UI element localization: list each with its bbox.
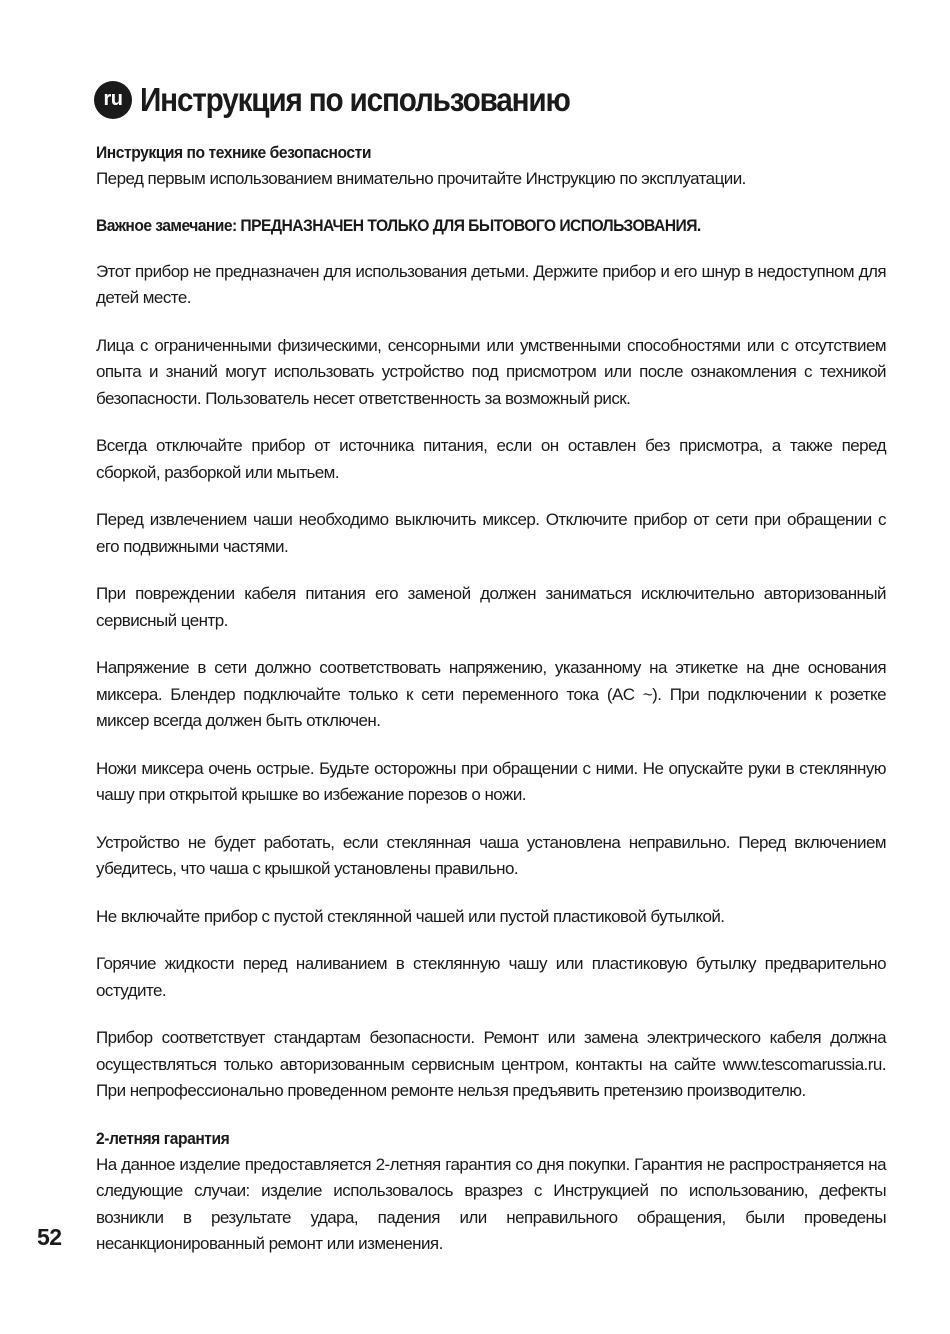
safety-paragraph: Этот прибор не предназначен для использования детьми. Держите прибор и его шнур в недоступном для детей месте. [96,261,886,307]
important-text: ПРЕДНАЗНАЧЕН ТОЛЬКО ДЛЯ БЫТОВОГО ИСПОЛЬЗОВАНИЯ. [240,215,701,235]
title-row [94,78,886,122]
safety-paragraph: При повреждении кабеля питания его заменой должен заниматься исключительно авторизованный сервисный центр. [96,584,886,630]
safety-paragraph: Устройство не будет работать, если стеклянная чаша установлена неправильно. Перед включением убедитесь, что чаша с крышкой установлены правильно. [96,832,886,878]
document-page [96,78,886,1258]
safety-heading: Инструкция по технике безопасности [96,143,372,162]
safety-paragraph: Перед извлечением чаши необходимо выключить миксер. Отключите прибор от сети при обращении с его подвижными частями. [96,510,886,556]
safety-paragraph: Горячие жидкости перед наливанием в стеклянную чашу или пластиковую бутылку предварительно остудите. [96,954,886,1000]
safety-paragraph: Ножи миксера очень острые. Будьте осторожны при обращении с ними. Не опускайте руки в стеклянную чашу при открытой крышке во избежание порезов о ножи. [96,758,886,804]
safety-paragraph: Лица с ограниченными физическими, сенсорными или умственными способностями или с отсутствием опыта и знаний могут использовать устройство под присмотром или после ознакомления с техникой безопасности. Пользователь несет ответственность за возможный риск. [96,335,886,408]
safety-paragraph: Всегда отключайте прибор от источника питания, если он оставлен без присмотра, а также перед сборкой, разборкой или мытьем. [96,436,886,482]
safety-paragraph: Напряжение в сети должно соответствовать напряжению, указанному на этикетке на дне основания миксера. Блендер подключайте только к сети переменного тока (AC ~). При подключении к розетке миксер всегда должен быть отключен. [96,658,886,730]
page-title: Инструкция по использованию [140,81,570,118]
language-badge: ru [94,81,132,119]
safety-paragraph: Прибор соответствует стандартам безопасности. Ремонт или замена электрического кабеля должна осуществляться только авторизованным сервисным центром, контакты на сайте www.tescomarussia.ru. При непрофессионально проведенном ремонте нельзя предъявить претензию производителю. [96,1028,886,1100]
safety-paragraph: Не включайте прибор с пустой стеклянной чашей или пустой пластиковой бутылкой. [96,906,725,926]
page-number: 52 [37,1224,62,1250]
important-prefix: Важное замечание: [96,215,241,235]
warranty-text: На данное изделие предоставляется 2-летняя гарантия со дня покупки. Гарантия не распространяется на следующие случаи: изделие использовалось вразрез с Инструкцией по использованию, дефекты возникли в результате удара, падения или неправильного обращения, были проведены несанкционированный ремонт или изменения. [96,1154,886,1253]
important-note [96,213,823,239]
safety-intro: Перед первым использованием внимательно прочитайте Инструкцию по эксплуатации. [96,169,746,188]
warranty-heading: 2-летняя гарантия [96,1128,230,1148]
